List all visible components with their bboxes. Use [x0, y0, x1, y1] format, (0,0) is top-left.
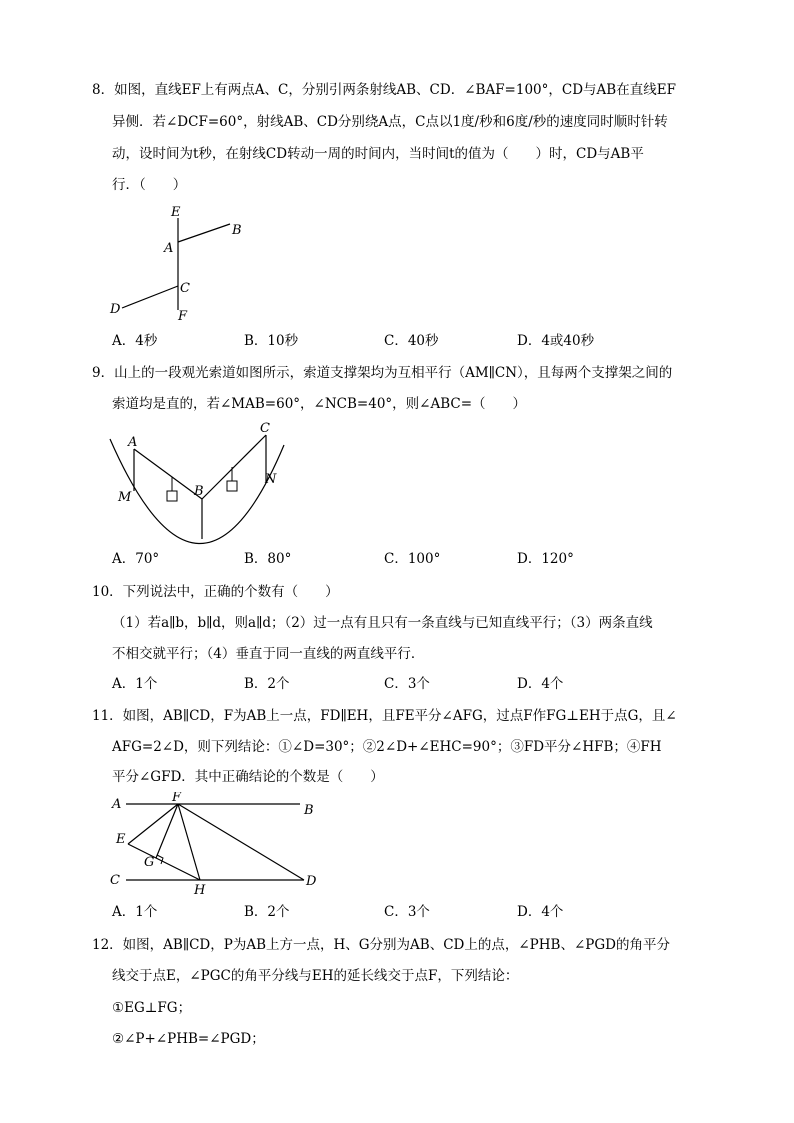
label-c: C: [260, 421, 270, 436]
q9-line-2: 索道均是直的，若∠MAB=60°，∠NCB=40°，则∠ABC=（ ）: [112, 396, 527, 412]
q8-option-d[interactable]: D．4或40秒: [517, 333, 595, 349]
q10-option-d[interactable]: D．4个: [517, 676, 564, 692]
label-c: C: [110, 873, 120, 888]
q10-option-c[interactable]: C．3个: [384, 676, 430, 692]
q10-options: [112, 674, 712, 694]
q11-option-c[interactable]: C．3个: [384, 904, 430, 920]
q11-option-a[interactable]: A．1个: [112, 904, 158, 920]
q9-figure: [100, 415, 290, 545]
q11-line-3: 平分∠GFD．其中正确结论的个数是（ ）: [112, 769, 384, 785]
q11-line-2: AFG=2∠D，则下列结论：①∠D=30°；②2∠D+∠EHC=90°；③FD平分∠HFB；④FH: [112, 739, 662, 755]
q8-option-a[interactable]: A．4秒: [112, 333, 158, 349]
cabin-1: [167, 491, 177, 501]
label-f: F: [178, 309, 188, 324]
q12-line-2: 线交于点E，∠PGC的角平分线与EH的延长线交于点F，下列结论：: [112, 968, 519, 984]
q10-option-b[interactable]: B．2个: [244, 676, 290, 692]
ray-cd: [122, 286, 178, 308]
q9-option-b[interactable]: B．80°: [244, 551, 292, 567]
q12-conclusion-2: ②∠P+∠PHB=∠PGD；: [112, 1031, 265, 1047]
q11-option-b[interactable]: B．2个: [244, 904, 290, 920]
label-f: F: [172, 792, 182, 805]
label-m: M: [118, 490, 132, 505]
q8-option-b[interactable]: B．10秒: [244, 333, 299, 349]
q8-line-1: 8．如图，直线EF上有两点A、C，分别引两条射线AB、CD．∠BAF=100°，CD与AB在直线EF: [92, 82, 676, 98]
label-a: A: [128, 435, 138, 450]
q10-line-1: 10．下列说法中，正确的个数有（ ）: [92, 584, 339, 600]
q11-options: [112, 902, 712, 922]
label-d: D: [306, 874, 317, 889]
q8-line-2: 异侧．若∠DCF=60°，射线AB、CD分别绕A点，C点以1度/秒和6度/秒的速度同时顺时针转: [112, 114, 668, 130]
q8-option-c[interactable]: C．40秒: [384, 333, 439, 349]
label-e: E: [116, 832, 126, 847]
q12-conclusion-1: ①EG⊥FG；: [112, 1000, 192, 1016]
q9-options: [112, 549, 712, 569]
q9-option-c[interactable]: C．100°: [384, 551, 441, 567]
cabin-2: [227, 481, 237, 491]
q9-line-1: 9．山上的一段观光索道如图所示，索道支撑架均为互相平行（AM∥CN），且每两个支撑架之间的: [92, 365, 673, 381]
label-e: E: [171, 205, 181, 220]
segment-fe: [128, 804, 178, 844]
label-g: G: [144, 855, 155, 870]
label-h: H: [194, 883, 206, 896]
label-b: B: [232, 223, 242, 238]
q11-option-d[interactable]: D．4个: [517, 904, 564, 920]
q11-figure: [104, 792, 326, 896]
q8-line-4: 行．（ ）: [112, 177, 187, 193]
segment-eh: [128, 844, 200, 880]
q12-line-1: 12．如图，AB∥CD，P为AB上方一点，H、G分别为AB、CD上的点，∠PHB、∠PGD的角平分: [92, 937, 670, 953]
q9-option-a[interactable]: A．70°: [112, 551, 160, 567]
label-b: B: [304, 803, 314, 818]
q10-line-3: 不相交就平行；（4）垂直于同一直线的两直线平行．: [112, 646, 425, 662]
ray-ab: [178, 224, 230, 242]
label-b: B: [194, 484, 204, 499]
label-c: C: [180, 281, 190, 296]
label-d: D: [110, 302, 121, 317]
label-a: A: [112, 797, 122, 812]
label-n: N: [265, 472, 277, 487]
q8-figure: [100, 200, 260, 325]
q10-option-a[interactable]: A．1个: [112, 676, 158, 692]
q8-line-3: 动，设时间为t秒，在射线CD转动一周的时间内，当时间t的值为（ ）时，CD与AB平: [112, 146, 644, 162]
q11-line-1: 11．如图，AB∥CD，F为AB上一点，FD∥EH，且FE平分∠AFG，过点F作FG⊥EH于点G，且∠: [92, 708, 677, 724]
q8-options: [112, 331, 712, 351]
q10-line-2: （1）若a∥b，b∥d，则a∥d；（2）过一点有且只有一条直线与已知直线平行；（3）两条直线: [112, 615, 653, 631]
q9-option-d[interactable]: D．120°: [517, 551, 574, 567]
label-a: A: [164, 241, 174, 256]
